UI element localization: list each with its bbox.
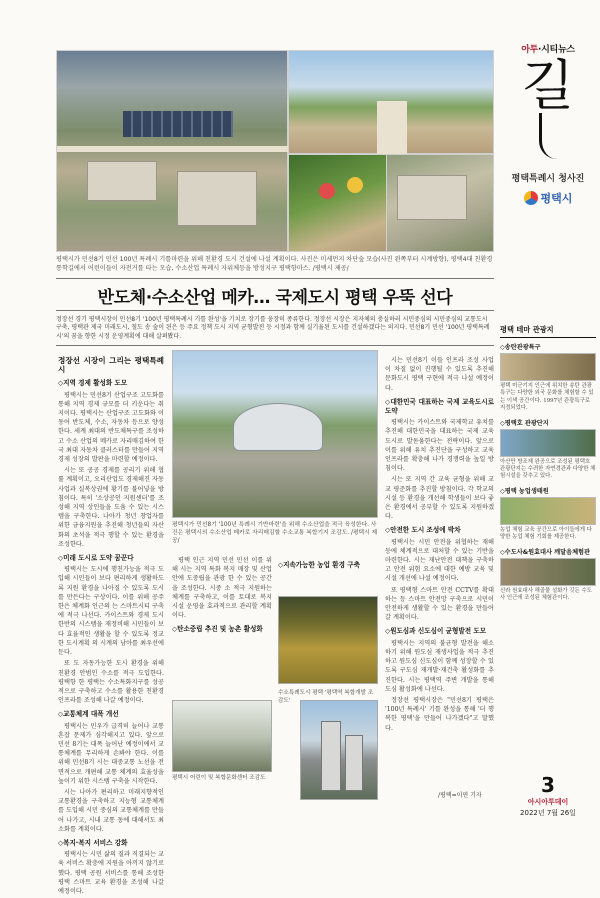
sidebar-item xyxy=(500,342,596,413)
child-helmet xyxy=(319,183,335,199)
subhead: ◇지역 경제 활성화 도모 xyxy=(58,379,128,388)
paragraph: 평택시는 시민 삶의 질과 직결되는 교육 서비스 확충에 지원을 아끼지 않기로 했다. 평택 공원 서비스를 통해 조성한 평택 스마트 교육 환경을 조성해 나갈 예정이다. xyxy=(58,851,164,895)
lede: 정장선 경기 평택시장이 민선8기 '100년 평택특례시 기틀 완성'을 기치로 장기를 웅장히 종류한다. 정장선 시장은 지자체의 충실하러 시민중심의 시민중심의 교통도시 구축, 평택관 제국 미래도시, 철도 송 숲이 된은 등 주요 정책 도시 지역 균형발전 등 시정과 함께 실기율된 도시를 건설하겠다는 의지다. 민선8기 민선 '100년 평택특례시'의 꿈을 향한 시정 운영계획에 대해 살펴봤다. xyxy=(56,316,490,340)
building-roof xyxy=(87,161,157,201)
photo-caption: 평택시가 민선8기 민선 100년 특례시 기틀마련을 위해 친환경 도시 건설에 나설 계획이다. 사진은 미세먼지 차단숲 모습(사진 왼쪽부터 시계방향), 평택4대 친환경통학길에서 어린이들이 자전거를 타는 모습, 수소산업 특례시 자위체등을 방성지구 평택항마스. /평택시 제공/ xyxy=(56,256,493,272)
subhead: ◇대한민국 대표하는 국제 교육도시로 도약 xyxy=(385,397,494,416)
page-footer xyxy=(500,775,596,818)
sidebar-photo xyxy=(500,353,596,381)
paragraph: 시는 또 지역 간 교육 균형을 위해 교교 평준화를 추진할 방침이다. 각 학교의 시설 등 환경을 개선해 학생들이 보다 좋은 환경에서 공부할 수 있도록 지원하겠다. xyxy=(385,476,494,521)
paragraph: 평택시는 시민 안전을 위협하는 재해 등에 체계적으로 대처할 수 있는 기반을 마련한다. 시는 재난안전 대책을 구축하고 안전 위험 요소에 대한 예방 교육 및 시설 개선에 나설 예정이다. xyxy=(385,538,494,583)
paragraph: 시는 민선8기 이들 인프라 조성 사업이 차질 없이 진행될 수 있도록 추진해 문화도시 평택 구현에 적극 나설 예정이다. xyxy=(385,357,494,392)
sidebar-item xyxy=(500,486,596,542)
sidebar-item-text: 농업 체험 교육 공간으로 아이들에게 다양한 농업 체험 기회를 제공한다. xyxy=(500,526,592,541)
sidebar-item-text: 평택 미군기지 인근에 위치한 송탄 관광특구는 다양한 외국 문화를 체험할 수 있는 이색 공간이다. 1997년 관광특구로 지정되었다. xyxy=(500,383,594,412)
road xyxy=(377,101,407,155)
subhead: ◇교통체계 대폭 개선 xyxy=(58,710,119,719)
paragraph: 시는 나아가 편리하고 미래지향적인 교통환경을 구축하고 지능형 교통체계를 도입해 시민 중심의 교통체계를 만들어 나가고, 시내 교통 동에 대해서도 최소화를 계획이다. xyxy=(58,788,164,833)
article-column-3 xyxy=(278,556,378,572)
solar-panels xyxy=(123,111,233,137)
paragraph: 시는 또 공공 경제를 공리기 위해 협률 계획이고, 오리산업도 경제해진 자동사업과 실복상권에 황기를 불어넣을 방침이다. 특히 '소상공인 지원센터'를 조성해 지역 상인들을 도움 수 있는 시스템을 구축한다. 나아가 청년 창업자를 위한 금융지원을 추진해 청년들의 자산화의 초석을 적극 행할 수 있는 환경을 조성한다. xyxy=(58,467,164,548)
sidebar-item-title: ◇송탄관광특구 xyxy=(500,344,541,351)
sidebar-item-text: 아산만 방조제 완공으로 조성된 평택호 관광단지는 수려한 자연경관과 다양한 체험시설을 갖추고 있다. xyxy=(500,458,596,480)
sidebar-item xyxy=(500,547,596,603)
sponsor-label: 평택특례시 청사진 xyxy=(511,174,585,184)
sidebar-photo xyxy=(500,429,596,457)
paragraph: 평택 인근 지역 민선 민선 이를 위해 시는 지역 특화 복지 매장 및 산업 안에 도중립을 관광 한 수 있는 공간을 조성한다. 시중 소 적극 지원하는 체계를 구축하고, 이를 토대로 복지 시설 운영을 효과적으로 관리할 계획이다. xyxy=(172,557,272,620)
city-name: 평택시 xyxy=(540,192,573,205)
sidebar-photo xyxy=(500,558,596,586)
tower-rendering xyxy=(300,700,378,800)
article-column-1 xyxy=(58,356,164,898)
sidebar-heading: 평택 테마 관광지 xyxy=(500,325,596,338)
paragraph: 평택시는 카이스트와 국제학교 유치를 추진해 대한민국을 대표하는 국제 교육도시로 발돋움한다는 전략이다. 앞으로 이를 위해 유치 추진단을 구성하고 교육 인프라를 확충해 나가 경쟁력을 높일 방침이다. xyxy=(385,419,494,473)
stadium-building xyxy=(233,403,323,451)
photo-caption: 평택시가 민선8기 '100년 특례시 기반마련'을 위해 수소산업을 적극 육성한다. 사진은 평택시의 수소산업 메카로 자리매김할 수소교통 복합기지 조감도. /평택시 제공/ xyxy=(172,522,378,544)
photo-caption: 평택시 어린이 및 복합문화센터 조감도 xyxy=(172,775,266,781)
sidebar-item-title: ◇평택호 관광단지 xyxy=(500,419,549,427)
hydrogen-complex-photo xyxy=(172,350,378,518)
divider xyxy=(56,345,494,346)
building-roof xyxy=(177,171,257,226)
school-aerial-photo xyxy=(386,154,494,252)
paper-name: 아시아투데이 xyxy=(527,798,569,806)
divider xyxy=(56,310,494,311)
paragraph: 평택시는 지역의 불균형 발전을 해소하기 위해 원도심 재생사업을 적극 추진하고 원도심 신도심이 함께 성장할 수 있도록 구도심 재개발·재건축 활성화를 추진한다. 시는 평택역 주변 개발을 통해 도심 활성화에 나선다. xyxy=(385,639,494,693)
subhead: ◇탄소중립 추진 및 농촌 활성화 xyxy=(172,625,263,634)
sidebar-item-title: ◇평택 농업생태원 xyxy=(500,487,549,495)
page-number: 3 xyxy=(541,773,555,797)
paragraph: 또 도 자동가능한 도시 환경을 위해 친환경 안범인 수소를 적극 도입한다. 평택항 한 평택는 수소특화지구를 성공적으로 구축하고 수소를 활용한 친환경 인프라를 조성해 나갈 예정이다. xyxy=(58,660,164,705)
sidebar-photo xyxy=(500,497,596,525)
photo-caption: 수소특례도시 평택 '평택역 복합개발 조감도' xyxy=(278,690,374,704)
issue-date: 2022년 7월 26일 xyxy=(520,809,576,817)
paragraph: 또 평택형 스마트 안전 CCTV를 확대하는 등 스마트 안전망 구축으로 시민이 안전하게 생활할 수 있는 환경을 만들어갈 계획이다. xyxy=(385,586,494,622)
calligraphy-stroke xyxy=(539,113,557,159)
sidebar-item-text: 신라 원효대사 해골물 설화가 깃든 수도사 인근에 조성된 체험관이다. xyxy=(500,587,592,602)
tower-building xyxy=(321,721,341,791)
byline: /평택=이연 기자 xyxy=(438,792,482,799)
subhead: ◇미래 도시로 도약 꿈꾼다 xyxy=(58,554,134,563)
article-column-4 xyxy=(385,356,494,735)
section-title: 정장선 시장이 그리는 평택특례시 xyxy=(58,356,164,375)
building-roof xyxy=(397,175,467,220)
rice-field-photo xyxy=(278,596,378,684)
section-calligraphy: 길 xyxy=(521,54,575,117)
paragraph: 평택시는 민선8기 산업구조 고도화를 통해 지역 경제 규모를 더 키운다는 취지이다. 평택시는 산업구조 고도화와 이동어 반도체, 수소, 자동차 등으로 양성한다. 세계 최대의 반도체특구를 조성하고 수소 산업의 메카로 자리매김하여 한국 최대 자동차 클러스터를 만들어 지역 경제 성장의 발판을 마련할 예정이다. xyxy=(58,391,164,464)
subhead: ◇안전한 도시 조성에 박차 xyxy=(385,526,461,535)
sidebar-item-title: ◇수도사&원효대사 깨달음체험관 xyxy=(500,548,591,556)
section-masthead xyxy=(500,40,596,262)
child-helmet xyxy=(347,177,363,193)
green-road-photo xyxy=(288,50,494,154)
aerial-city-photo xyxy=(56,50,288,252)
road xyxy=(57,146,289,152)
subhead: ◇복지·복지 서비스 강화 xyxy=(58,838,128,847)
city-logo-icon xyxy=(524,191,538,205)
subhead: ◇원도심과 신도심이 균형발전 도모 xyxy=(385,627,487,636)
tower-building xyxy=(345,735,363,791)
city-brand xyxy=(500,190,596,206)
paragraph: 정장선 평택시장은 "민선8기 평택은 '100년 특례시' 기틀 완성을 통해 '더 행복한 평택'을 만들어 나가겠다"고 말했다. xyxy=(385,696,494,732)
paper-logo: 아투·시티뉴스 xyxy=(521,45,575,55)
paragraph: 평택시는 도시에 행친가능을 적극 도입해 시민들이 보다 편리하게 생활하도록 지원 환경을 나아질 수 있도록 도시를 만든다는 구상이다. 이를 위해 공주한은 체계화 인근의 는 스마트시티 구축에 적극 나선다. 카이스트와 경제 도시 한반의 시스템을 재정비해 시민들이 보다 효율적인 생활을 할 수 있도록 정교한 도시계획 의 시계의 남아를 최우선에 둔다. xyxy=(58,566,164,657)
cultural-center-rendering xyxy=(172,700,272,772)
tourism-sidebar xyxy=(500,325,596,607)
divider xyxy=(56,278,494,279)
article-column-2 xyxy=(172,556,272,637)
sidebar-item xyxy=(500,418,596,481)
paragraph: 평택시는 민우가 급격히 늘어나 교통 혼잡 문제가 심각해지고 있다. 앞으로 민선 8기는 대폭 늘어난 예정이에서 교통체계를 무리하게 손봐야 한다. 이를 위해 민선8기 시는 대중교통 노선을 전면적으로 개편해 교통 체계의 효율성을 높이기 위한 시스템 구축을 시작한다. xyxy=(58,722,164,785)
subhead: ◇지속가능한 농업 환경 구축 xyxy=(278,561,361,569)
headline: 반도체·수소산업 메카… 국제도시 평택 우뚝 선다 xyxy=(97,288,453,308)
